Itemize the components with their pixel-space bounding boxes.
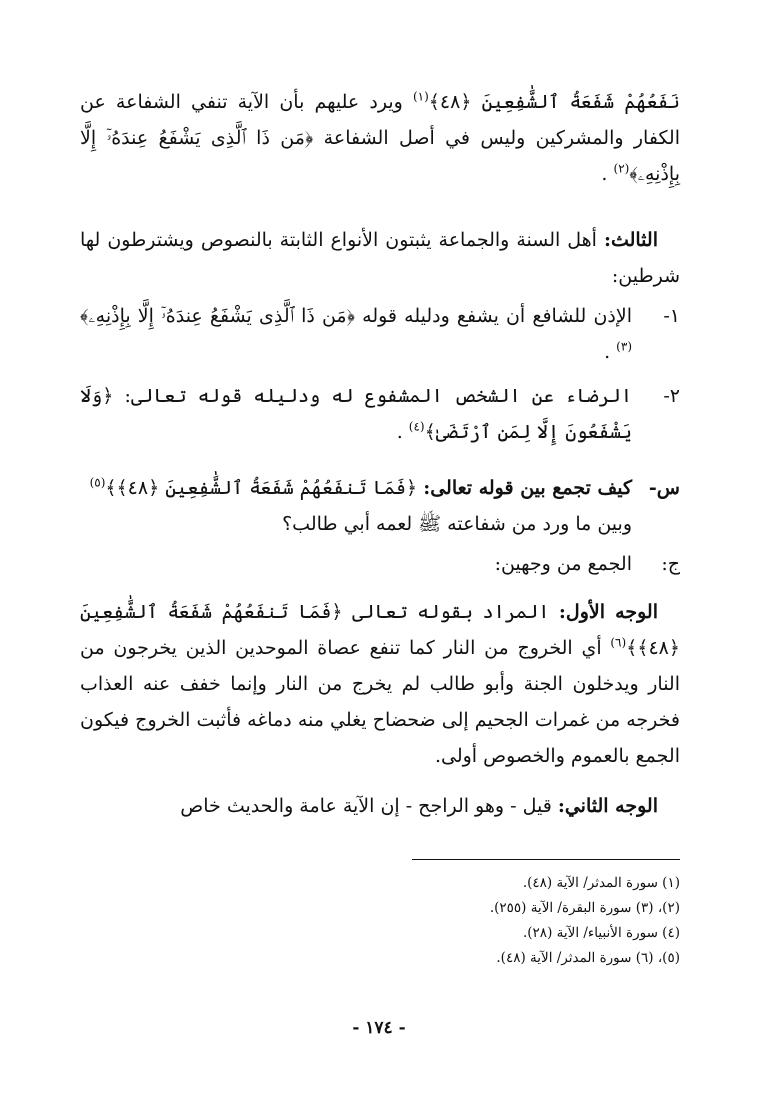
list-item-end: . — [396, 421, 403, 443]
list-item-end: . — [604, 341, 611, 363]
quran-verse: ﴿وَلَا يَشْفَعُونَ إِلَّا لِمَنِ ٱرْتَضَىٰ﴾ — [80, 385, 632, 443]
footnote-ref: (٦) — [610, 635, 627, 650]
quran-verse: ﴿فَمَا تَنفَعُهُمْ شَفَعَةُ ٱلشَّٰفِعِينَ ﴿٤٨﴾﴾ — [80, 601, 680, 659]
section-label: الوجه الأول: — [558, 601, 658, 623]
answer-marker: ج: — [661, 553, 680, 575]
footnote-1: (١) سورة المدثر/ الآية (٤٨). — [522, 875, 680, 891]
paragraph-end: . — [601, 163, 608, 185]
footnote-ref: (١) — [412, 89, 429, 104]
paragraph-second-aspect — [80, 788, 680, 824]
question-marker: س- — [648, 477, 680, 499]
question-block — [80, 470, 680, 542]
list-item-text: الإذن للشافع أن يشفع ودليله قوله — [355, 305, 633, 327]
footnote-4: (٥)، (٦) سورة المدثر/ الآية (٤٨). — [496, 950, 680, 966]
paragraph-intro — [80, 84, 680, 192]
list-item-2 — [80, 378, 680, 450]
question-label: كيف تجمع بين قوله تعالى: — [423, 477, 632, 499]
quran-verse: ﴿مَن ذَا ٱلَّذِى يَشْفَعُ عِندَهُۥٓ إِلَّا بِإِذْنِهِۦ﴾ — [80, 305, 356, 327]
list-item-text: الرضاء عن الشخص المشفوع له ودليله قوله تعالى: — [113, 385, 632, 407]
paragraph-third — [80, 222, 680, 294]
question-text: وبين ما ورد من شفاعته ﷺ لعمه أبي طالب؟ — [282, 513, 632, 535]
footnote-ref: (٣) — [616, 339, 632, 354]
section-label: الوجه الثاني: — [557, 795, 658, 817]
answer-block — [80, 546, 680, 582]
list-marker: ٢- — [663, 385, 680, 407]
list-item-1 — [80, 298, 680, 370]
footnote-ref: (٢) — [613, 161, 630, 176]
paragraph-text: المراد بقوله تعالى — [342, 601, 559, 623]
page-number: - ١٧٤ - — [352, 1018, 406, 1038]
quran-verse: ﴿مَن ذَا ٱلَّذِى يَشْفَعُ عِندَهُۥٓ إِلَّا بِإِذْنِهِۦ﴾ — [80, 127, 680, 185]
footnote-2: (٢)، (٣) سورة البقرة/ الآية (٢٥٥). — [489, 900, 680, 916]
paragraph-text: ويرد عليهم بأن الآية تنفي الشفاعة عن الكفار والمشركين وليس في أصل الشفاعة — [80, 91, 681, 149]
paragraph-text: أهل السنة والجماعة يثبتون الأنواع الثابتة بالنصوص ويشترطون لها شرطين: — [80, 229, 680, 287]
list-marker: ١- — [663, 305, 680, 327]
quran-verse: نَفَعُهُمْ شَفَعَةُ ٱلشَّٰفِعِينَ ﴿٤٨﴾ — [428, 91, 680, 113]
answer-text: الجمع من وجهين: — [494, 553, 632, 575]
footnote-ref: (٥) — [89, 475, 106, 490]
paragraph-text: أي الخروج من النار كما تنفع عصاة الموحدين الذين يخرجون من النار ويدخلون الجنة وأبو طالب لم يخرج من النار وإنما خفف عنه العذاب فخرجه من غمرات الجحيم إلى ضحضاح يغلي منه دماغه فأثبت الخروج فيكون الجمع بالعموم والخصوص أولى. — [80, 637, 680, 767]
paragraph-text: قيل - وهو الراجح - إن الآية عامة والحديث خاص — [180, 795, 558, 817]
paragraph-first-aspect — [80, 594, 680, 774]
section-label: الثالث: — [603, 229, 658, 251]
footnote-divider — [412, 859, 680, 860]
footnote-3: (٤) سورة الأنبياء/ الآية (٢٨). — [522, 925, 680, 941]
quran-verse: ﴿فَمَا تَنفَعُهُمْ شَفَعَةُ ٱلشَّٰفِعِينَ ﴿٤٨﴾﴾ — [105, 477, 424, 499]
footnote-ref: (٤) — [408, 419, 425, 434]
